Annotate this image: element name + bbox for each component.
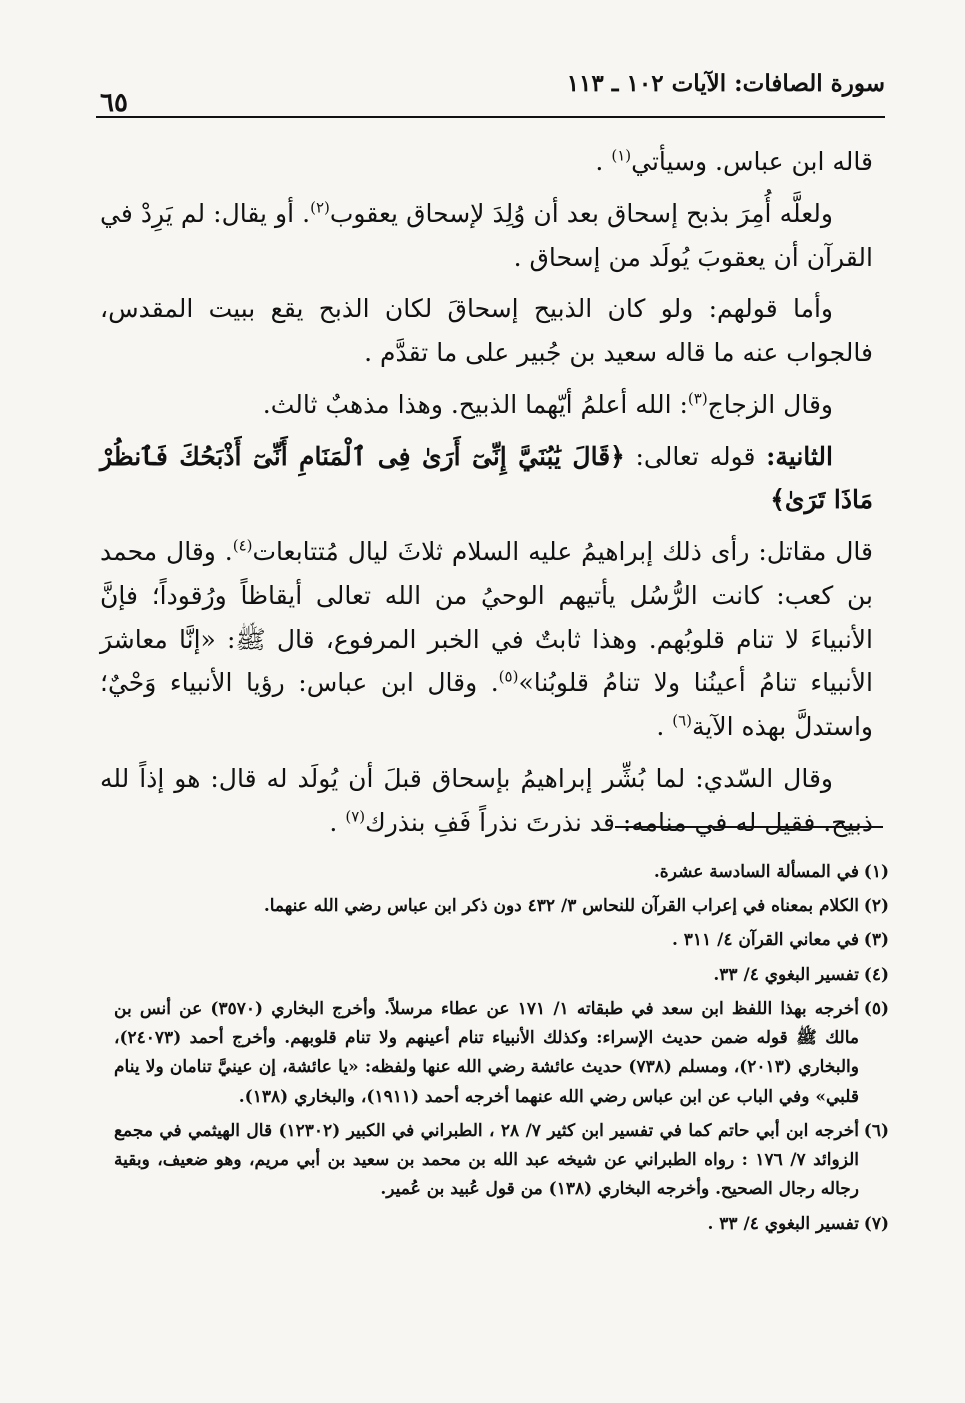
footnote-text: أخرجه بهذا اللفظ ابن سعد في طبقاته ١/ ١٧١ عن عطاء مرسلاً. وأخرج البخاري (٣٥٧٠) عن أنس بن مالك ﷺ قوله ضمن حديث الإسراء: وكذلك الأنبياء تنام أعينهم ولا تنام قلوبهم. وأخرج أحمد (٢٤٠٧٣)، والبخاري (٢٠١٣)، ومسلم (٧٣٨) حديث عائشة رضي الله عنها ولفظه: «يا عائشة، إن عينيَّ تنامان ولا ينام قلبي» وفي الباب عن ابن عباس رضي الله عنهما أخرجه أحمد (١٩١١)، والبخاري (١٣٨). — [114, 998, 859, 1107]
footnote-ref: (٢) — [310, 198, 330, 217]
paragraph-text: . وقال ابن عباس: رؤيا الأنبياء وَحْيٌ؛ واستدلَّ بهذه الآية — [100, 668, 873, 741]
paragraph-text: ولعلَّه أُمِرَ بذبح إسحاق بعد أن وُلِدَ لإسحاق يعقوب — [329, 198, 834, 228]
footnote-text: تفسير البغوي ٤/ ٣٣. — [713, 964, 859, 985]
paragraph-end: . — [656, 712, 673, 741]
footnote-number: (١) — [863, 862, 889, 882]
footnote-number: (٥) — [863, 998, 889, 1019]
footnote — [114, 892, 889, 921]
footnote-text: تفسير البغوي ٤/ ٣٣ . — [707, 1213, 859, 1234]
paragraph-end: . أو يقال: لم يَرِدْ في القرآن أن يعقوبَ يُولَد من إسحاق . — [100, 198, 873, 272]
header-rule — [96, 116, 885, 118]
quran-verse: ﴿قَالَ يَٰبُنَيَّ إِنِّىٓ أَرَىٰ فِى ٱلْمَنَامِ أَنِّىٓ أَذْبَحُكَ فَٱنظُرْ مَاذَا تَرَىٰ﴾ — [100, 441, 873, 515]
footnote-ref: (١) — [611, 146, 632, 165]
footnote-text: في معاني القرآن ٤/ ٣١١ . — [671, 930, 859, 951]
footnote — [114, 1210, 889, 1239]
footnote-number: (٤) — [863, 964, 889, 985]
paragraph-text: وقال الزجاج — [707, 389, 833, 419]
paragraph-text: قوله تعالى: — [624, 441, 767, 471]
issue-label: الثانية: — [766, 441, 833, 471]
paragraph-1 — [100, 140, 873, 184]
paragraph-end: . — [595, 147, 612, 176]
footnote-separator — [615, 826, 883, 828]
footnote-ref: (٣) — [687, 389, 708, 408]
footnotes — [114, 858, 889, 1244]
paragraph-text: . وقال محمد بن كعب: كانت الرُّسُل يأتيهم الوحيُ من الله تعالى أيقاظاً ورُقوداً؛ فإنَّ الأنبياءَ لا تنام قلوبُهم. وهذا ثابتٌ في الخبر المرفوع، قال ﷺ: «إنَّا معاشرَ الأنبياء تنامُ أعينُنا ولا تنامُ قلوبُنا» — [100, 537, 873, 698]
footnote — [114, 926, 889, 955]
footnote-number: (٦) — [863, 1120, 889, 1141]
footnote — [114, 995, 889, 1112]
page-header — [96, 66, 885, 118]
footnote-ref: (٦) — [672, 711, 693, 730]
paragraph-5 — [100, 435, 873, 523]
main-text — [100, 140, 873, 852]
paragraph-text: قاله ابن عباس. وسيأتي — [631, 147, 873, 176]
footnote-text: أخرجه ابن أبي حاتم كما في تفسير ابن كثير ٧/ ٢٨ ، الطبراني في الكبير (١٢٣٠٢) قال الهيثمي في مجمع الزوائد ٧/ ١٧٦ : رواه الطبراني عن شيخه عبد الله بن محمد بن سعيد بن أبي مريم، وهو ضعيف، وبقية رجاله رجال الصحيح. وأخرجه البخاري (١٣٨) من قول عُبيد بن عُمير. — [114, 1120, 859, 1200]
footnote — [114, 961, 889, 990]
paragraph-text: وقال السّدي: لما بُشِّر إبراهيمُ بإسحاق قبلَ أن يُولَد له قال: هو إذاً لله ذبيح. فقيل له في منامه: قد نذرتَ نذراً فَفِ بنذرك — [100, 763, 873, 837]
footnote-text: الكلام بمعناه في إعراب القرآن للنحاس ٣/ ٤٣٢ دون ذكر ابن عباس رضي الله عنهما. — [263, 896, 859, 917]
paragraph-end: . — [329, 807, 346, 837]
paragraph-7 — [100, 757, 873, 845]
footnote — [114, 858, 889, 887]
paragraph-4 — [100, 383, 873, 427]
footnote-ref: (٧) — [345, 807, 366, 826]
paragraph-3 — [100, 287, 873, 375]
footnote-ref: (٤) — [232, 536, 253, 555]
footnote-text: في المسألة السادسة عشرة. — [653, 862, 859, 882]
running-head-title: سورة الصافات: الآيات ١٠٢ ـ ١١٣ — [566, 70, 885, 97]
paragraph-2 — [100, 192, 873, 280]
paragraph-text: قال مقاتل: رأى ذلك إبراهيمُ عليه السلام ثلاثَ ليال مُتتابعات — [252, 537, 873, 566]
footnote-number: (٢) — [863, 896, 889, 917]
paragraph-6 — [100, 530, 873, 749]
footnote-number: (٣) — [863, 930, 889, 951]
paragraph-text: وأما قولهم: ولو كان الذبيح إسحاقَ لكان الذبح يقع ببيت المقدس، فالجواب عنه ما قاله سعيد بن جُبير على ما تقدَّم . — [100, 294, 873, 367]
footnote-number: (٧) — [863, 1213, 889, 1234]
footnote — [114, 1117, 889, 1205]
footnote-ref: (٥) — [498, 667, 519, 686]
paragraph-end: : الله أعلمُ أيّهما الذبيح. وهذا مذهبٌ ثالث. — [262, 389, 688, 419]
page-number: ٦٥ — [100, 88, 128, 118]
